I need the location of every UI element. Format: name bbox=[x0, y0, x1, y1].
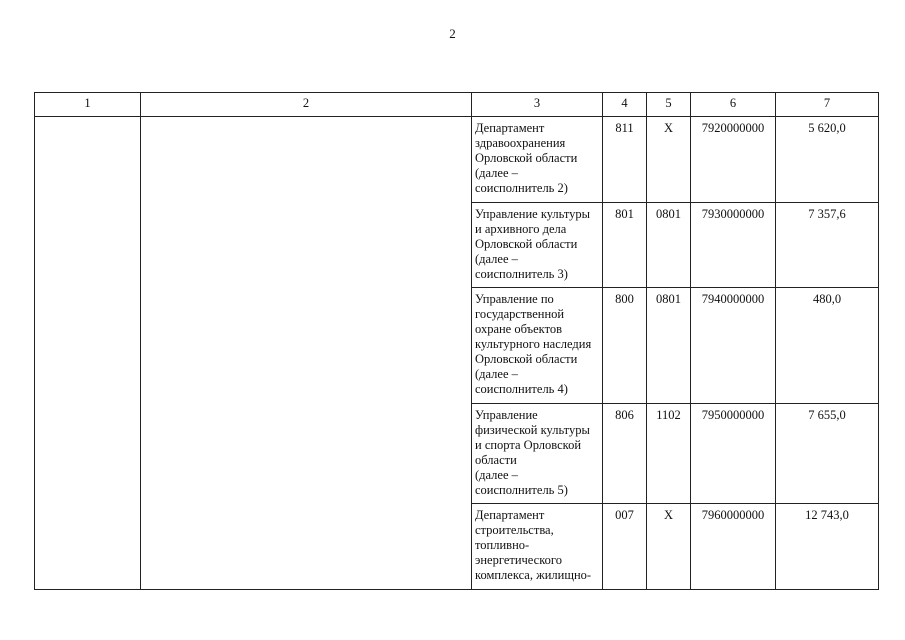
cell-col-4: 811 bbox=[603, 117, 647, 203]
header-col-3: 3 bbox=[472, 93, 603, 117]
executor-name: Управление по государственной охране объектов культурного наследия Орловской области (далее – соисполнитель 4) bbox=[475, 292, 592, 396]
executor-name: Департамент здравоохранения Орловской области (далее – соисполнитель 2) bbox=[475, 121, 578, 195]
cell-executor bbox=[472, 288, 603, 404]
cell-col-5: X bbox=[647, 117, 691, 203]
executor-name: Управление культуры и архивного дела Орловской области (далее – соисполнитель 3) bbox=[475, 207, 591, 281]
cell-col-7: 7 655,0 bbox=[776, 404, 879, 504]
cell-col-4: 801 bbox=[603, 203, 647, 288]
cell-col-5: 1102 bbox=[647, 404, 691, 504]
cell-col-5: 0801 bbox=[647, 288, 691, 404]
cell-col-4: 800 bbox=[603, 288, 647, 404]
executor-name: Управление физической культуры и спорта Орловской области (далее – соисполнитель 5) bbox=[475, 408, 590, 497]
cell-col-6: 7940000000 bbox=[691, 288, 776, 404]
header-col-6: 6 bbox=[691, 93, 776, 117]
cell-executor bbox=[472, 117, 603, 203]
header-col-5: 5 bbox=[647, 93, 691, 117]
cell-col-4: 007 bbox=[603, 504, 647, 590]
executor-name: Департамент строительства, топливно- энергетического комплекса, жилищно- bbox=[475, 508, 592, 582]
cell-col-6: 7960000000 bbox=[691, 504, 776, 590]
cell-col-5: X bbox=[647, 504, 691, 590]
header-col-4: 4 bbox=[603, 93, 647, 117]
cell-col-7: 7 357,6 bbox=[776, 203, 879, 288]
header-col-2: 2 bbox=[141, 93, 472, 117]
cell-executor bbox=[472, 504, 603, 590]
header-col-7: 7 bbox=[776, 93, 879, 117]
cell-col-7: 5 620,0 bbox=[776, 117, 879, 203]
cell-col-6: 7950000000 bbox=[691, 404, 776, 504]
header-col-1: 1 bbox=[35, 93, 141, 117]
cell-col-7: 480,0 bbox=[776, 288, 879, 404]
cell-executor bbox=[472, 404, 603, 504]
cell-col-2-merged bbox=[141, 117, 472, 590]
cell-col-1-merged bbox=[35, 117, 141, 590]
cell-executor bbox=[472, 203, 603, 288]
cell-col-7: 12 743,0 bbox=[776, 504, 879, 590]
cell-col-5: 0801 bbox=[647, 203, 691, 288]
cell-col-6: 7920000000 bbox=[691, 117, 776, 203]
table-row bbox=[35, 117, 879, 203]
table-header-row bbox=[35, 93, 879, 117]
cell-col-6: 7930000000 bbox=[691, 203, 776, 288]
program-table bbox=[34, 92, 879, 590]
cell-col-4: 806 bbox=[603, 404, 647, 504]
page-number: 2 bbox=[449, 26, 456, 41]
